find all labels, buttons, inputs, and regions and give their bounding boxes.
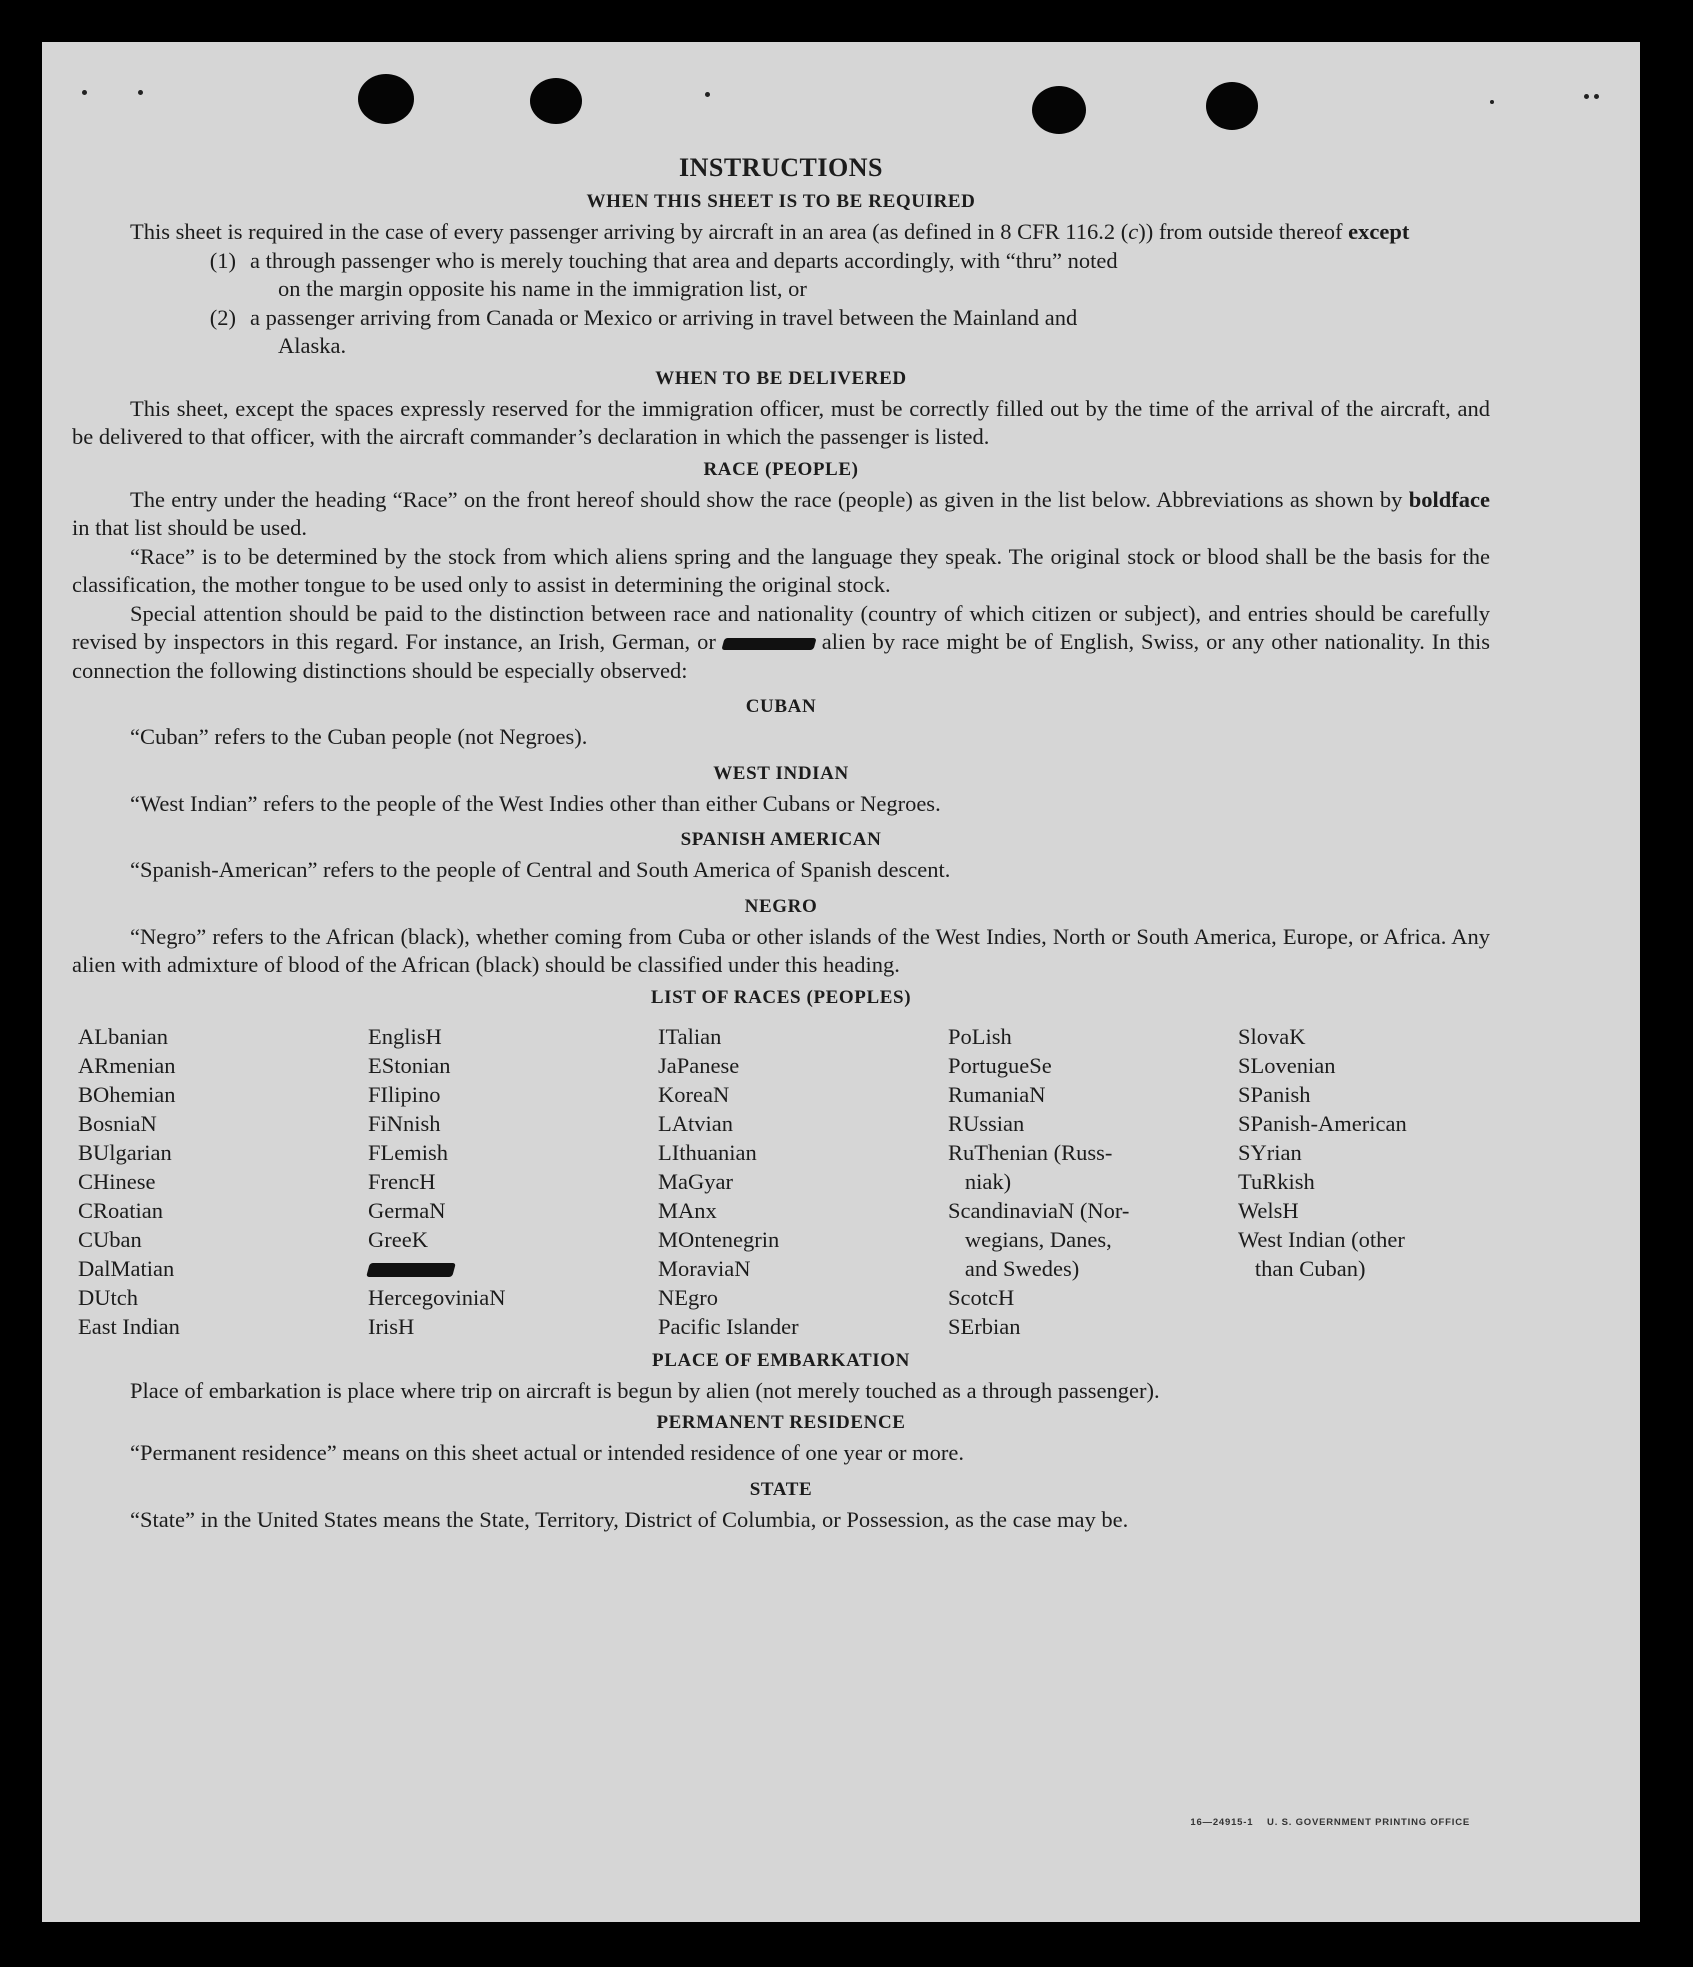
race-entry: LAtvian (658, 1110, 733, 1136)
exception-line: a passenger arriving from Canada or Mexico or arriving in travel between the Mainland and (250, 304, 1078, 330)
speck (82, 90, 87, 95)
required-intro-text-b: )) from outside thereof (1138, 219, 1349, 244)
punch-hole (1032, 86, 1086, 134)
races-list (78, 1022, 1490, 1341)
heading-spanish-american: SPANISH AMERICAN (680, 829, 882, 850)
heading-negro: NEGRO (744, 895, 818, 917)
exception-item-1 (72, 247, 1490, 304)
cuban-text: “Cuban” refers to the Cuban people (not Negroes). (130, 724, 588, 749)
document-page (42, 42, 1640, 1922)
race-entry: ScandinaviaN (Nor- (948, 1197, 1130, 1223)
race-entry: MaGyar (658, 1168, 733, 1194)
race-p3-text: Special attention should be paid to the distinction between race and nationality (country of which citizen or subject), and entries should be carefully revised by inspectors in this regard. For instance, an Irish, German, or (72, 600, 1490, 654)
race-entry: MOntenegrin (658, 1226, 780, 1252)
race-entry: LIthuanian (658, 1139, 757, 1165)
race-entry: SPanish (1238, 1081, 1311, 1107)
race-entry: HercegoviniaN (368, 1284, 506, 1310)
race-entry: than Cuban) (1238, 1255, 1366, 1281)
race-entry: DUtch (78, 1284, 138, 1310)
heading-cuban: CUBAN (745, 696, 817, 717)
race-entry: wegians, Danes, (948, 1226, 1112, 1252)
race-entry: and Swedes) (948, 1255, 1080, 1281)
race-entry-redacted (368, 1254, 658, 1283)
instructions-body (72, 152, 1490, 1534)
required-intro (72, 218, 1490, 247)
races-column (1238, 1022, 1506, 1341)
punch-hole (530, 78, 582, 124)
speck (705, 92, 710, 97)
races-column (78, 1022, 368, 1341)
race-entry: ITalian (658, 1023, 722, 1049)
redaction-mark (721, 638, 816, 650)
race-entry: SLovenian (1238, 1052, 1336, 1078)
race-entry: NEgro (658, 1284, 718, 1310)
race-entry: EnglisH (368, 1023, 442, 1049)
heading-embarkation: PLACE OF EMBARKATION (652, 1349, 910, 1371)
race-paragraph-3 (72, 600, 1490, 686)
speck (1490, 100, 1494, 104)
race-paragraph-2: “Race” is to be determined by the stock from which aliens spring and the language they speak. The original stock or blood shall be the basis for the classification, the mother tongue to be used only to assist in determining the original stock. (72, 543, 1490, 597)
race-entry: WelsH (1238, 1197, 1299, 1223)
race-p3-text-b: alien by race might be of English, Swiss, or any other nationality. In this connection the following distinctions should be especially observed: (72, 629, 1491, 683)
required-intro-text: This sheet is required in the case of every passenger arriving by aircraft in an area (as defined in 8 CFR 116.2 ( (130, 219, 1129, 244)
race-entry: GreeK (368, 1226, 428, 1252)
races-column (658, 1022, 948, 1341)
exception-item-2 (72, 304, 1490, 361)
race-entry: CUban (78, 1226, 142, 1252)
race-entry: EStonian (368, 1052, 451, 1078)
race-entry: PortugueSe (948, 1052, 1052, 1078)
races-column (368, 1022, 658, 1341)
race-entry: ARmenian (78, 1052, 176, 1078)
speck (1594, 94, 1599, 99)
race-entry: MoraviaN (658, 1255, 751, 1281)
heading-residence: PERMANENT RESIDENCE (656, 1412, 906, 1433)
punch-hole (358, 74, 414, 124)
required-intro-italic: c (1128, 219, 1139, 244)
race-entry: FLemish (368, 1139, 449, 1165)
race-entry: BUlgarian (78, 1139, 172, 1165)
punch-hole (1206, 82, 1258, 130)
race-entry: CHinese (78, 1168, 156, 1194)
speck (138, 90, 143, 95)
race-entry: CRoatian (78, 1197, 163, 1223)
race-entry: SlovaK (1238, 1023, 1306, 1049)
exception-line: a through passenger who is merely touching that area and departs accordingly, with “thru” noted (250, 247, 1118, 273)
heading-state: STATE (749, 1478, 813, 1500)
race-p1-text: The entry under the heading “Race” on the front hereof should show the race (people) as given in the list below. Abbreviations as shown by (130, 486, 1409, 512)
race-entry: GermaN (368, 1197, 446, 1223)
race-entry: PoLish (948, 1023, 1012, 1049)
speck (1584, 94, 1589, 99)
race-entry: IrisH (368, 1313, 415, 1339)
heading-west-indian: WEST INDIAN (713, 762, 849, 784)
race-p1-bold: boldface (1408, 486, 1490, 512)
exception-continuation: Alaska. (278, 333, 347, 358)
race-entry: niak) (948, 1168, 1012, 1194)
race-entry: TuRkish (1238, 1168, 1315, 1194)
race-entry: JaPanese (658, 1052, 740, 1078)
race-p1-text-b: in that list should be used. (72, 515, 307, 540)
spanish-american-text: “Spanish-American” refers to the people of Central and South America of Spanish descent. (130, 857, 951, 882)
race-entry: MAnx (658, 1197, 717, 1223)
race-entry: DalMatian (78, 1255, 175, 1281)
race-entry: East Indian (78, 1313, 180, 1339)
printer-imprint: 16—24915-1 U. S. GOVERNMENT PRINTING OFFICE (1190, 1817, 1470, 1828)
heading-when-required: WHEN THIS SHEET IS TO BE REQUIRED (586, 191, 976, 212)
race-entry: RuThenian (Russ- (948, 1139, 1113, 1165)
race-entry: FIlipino (368, 1081, 441, 1107)
race-entry: KoreaN (658, 1081, 730, 1107)
race-entry: West Indian (other (1238, 1226, 1405, 1252)
exception-number: (2) (209, 304, 236, 330)
heading-when-delivered: WHEN TO BE DELIVERED (655, 367, 907, 389)
exception-continuation: on the margin opposite his name in the immigration list, or (278, 276, 807, 301)
west-indian-text: “West Indian” refers to the people of the West Indies other than either Cubans or Negroes. (130, 790, 941, 816)
heading-race: RACE (PEOPLE) (703, 458, 859, 480)
race-entry: RumaniaN (948, 1081, 1046, 1107)
race-entry: SYrian (1238, 1139, 1302, 1165)
required-intro-bold: except (1348, 219, 1410, 244)
race-paragraph-1 (72, 486, 1490, 543)
race-entry: SPanish-American (1238, 1110, 1407, 1136)
race-entry: FiNnish (368, 1110, 441, 1136)
residence-text: “Permanent residence” means on this sheet actual or intended residence of one year or more. (130, 1440, 965, 1465)
race-entry: Pacific Islander (658, 1313, 799, 1339)
race-entry: BOhemian (78, 1081, 176, 1107)
page-title: INSTRUCTIONS (679, 153, 883, 182)
races-column (948, 1022, 1238, 1341)
exception-text (250, 304, 1490, 361)
race-entry: ScotcH (948, 1284, 1015, 1310)
heading-list-of-races: LIST OF RACES (PEOPLES) (650, 986, 912, 1008)
exception-text (250, 247, 1490, 304)
delivered-text: This sheet, except the spaces expressly reserved for the immigration officer, must be correctly filled out by the time of the arrival of the aircraft, and be delivered to that officer, with the aircraft commander’s declaration in which the passenger is listed. (72, 395, 1490, 449)
race-entry: FrencH (368, 1168, 436, 1194)
race-entry: RUssian (948, 1110, 1025, 1136)
race-entry: ALbanian (78, 1023, 168, 1049)
race-entry: SErbian (948, 1313, 1021, 1339)
negro-text: “Negro” refers to the African (black), whether coming from Cuba or other islands of the West Indies, North or South America, Europe, or Africa. Any alien with admixture of blood of the African (black) should be classified under this heading. (72, 923, 1490, 977)
race-entry: BosniaN (78, 1110, 157, 1136)
exception-number: (1) (209, 247, 236, 273)
embarkation-text: Place of embarkation is place where trip on aircraft is begun by alien (not merely touched as a through passenger). (130, 1377, 1160, 1403)
redaction-mark (366, 1263, 456, 1277)
state-text: “State” in the United States means the State, Territory, District of Columbia, or Possession, as the case may be. (130, 1506, 1129, 1532)
